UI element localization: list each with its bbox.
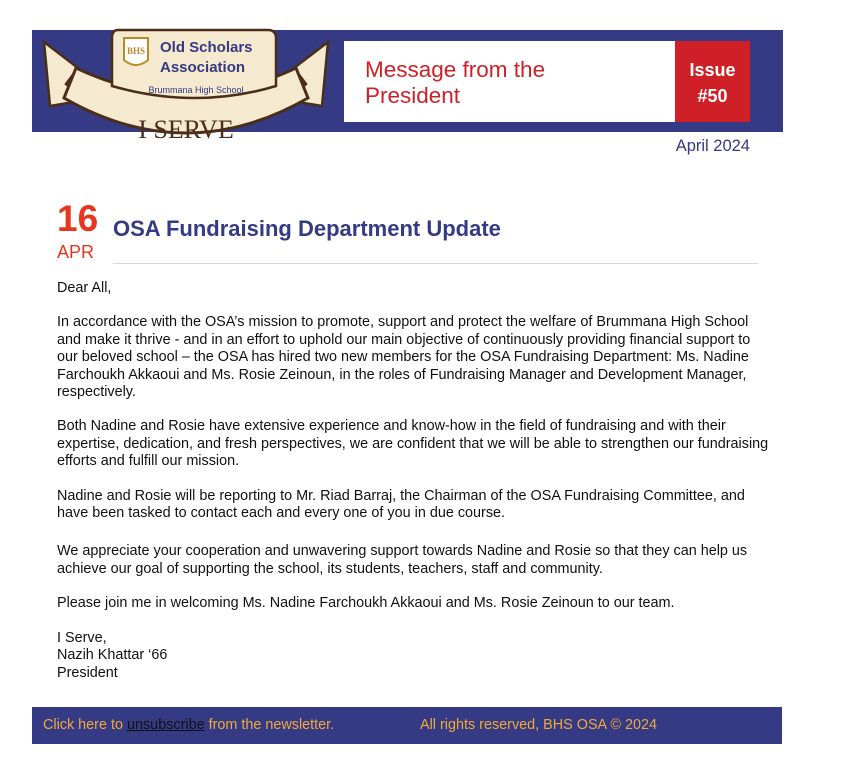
- unsubscribe-suffix: from the newsletter.: [204, 717, 335, 733]
- signoff: I Serve,: [57, 629, 107, 646]
- issue-date: April 2024: [675, 137, 750, 155]
- body-paragraph: Please join me in welcoming Ms. Nadine Farchoukh Akkaoui and Ms. Rosie Zeinoun to our team.: [57, 595, 675, 612]
- crest-initials: BHS: [126, 46, 146, 56]
- issue-number: #50: [697, 86, 728, 106]
- unsubscribe-note: [43, 717, 334, 733]
- logo-org-line1: Old Scholars: [160, 39, 253, 56]
- footer: [32, 707, 782, 744]
- logo-school-name: Brummana High School: [148, 85, 244, 95]
- article-date-day: 16: [57, 198, 99, 239]
- article-date-month: APR: [57, 242, 95, 262]
- signature-title: President: [57, 664, 118, 681]
- page-title: Message from the President: [365, 57, 546, 108]
- logo-org-line2: Association: [160, 59, 246, 76]
- body-paragraph: Both Nadine and Rosie have extensive experience and know-how in the field of fundraising and with their expertise, dedication, and fresh perspectives, we are confident that we will be able to strengthen our fundraising efforts and fulfill our mission.: [57, 418, 769, 470]
- osa-logo: [36, 28, 336, 156]
- unsubscribe-prefix: Click here to: [43, 717, 127, 733]
- signature-name: Nazih Khattar ‘66: [57, 647, 168, 664]
- body-paragraph: Nadine and Rosie will be reporting to Mr. Riad Barraj, the Chairman of the OSA Fundraising Committee, and have been tasked to contact each and every one of you in due course.: [57, 487, 745, 522]
- unsubscribe-link[interactable]: unsubscribe: [126, 717, 205, 733]
- body-paragraph: In accordance with the OSA’s mission to promote, support and protect the welfare of Brummana High School and make it thrive - and in an effort to uphold our main objective of continuously providing financial support to our beloved school – the OSA has hired two new members for the OSA Fundraising Department: Ms. Nadine Farchoukh Akkaoui and Ms. Rosie Zeinoun, in the roles of Fundraising Manager and Development Manager, respectively.: [57, 314, 751, 401]
- title-divider: [113, 263, 758, 264]
- article-body: [57, 280, 769, 682]
- salutation: Dear All,: [57, 280, 112, 296]
- body-paragraph: We appreciate your cooperation and unwavering support towards Nadine and Rosie so that they can help us achieve our goal of supporting the school, its students, teachers, staff and community.: [57, 543, 748, 577]
- issue-badge: [675, 41, 750, 122]
- copyright-text: All rights reserved, BHS OSA © 2024: [420, 717, 657, 733]
- issue-label: Issue: [689, 60, 736, 80]
- article-title: OSA Fundraising Department Update: [113, 216, 501, 241]
- header-title-box: [344, 41, 750, 122]
- logo-motto: I SERVE: [138, 115, 234, 144]
- osa-logo-graphic: [36, 28, 336, 156]
